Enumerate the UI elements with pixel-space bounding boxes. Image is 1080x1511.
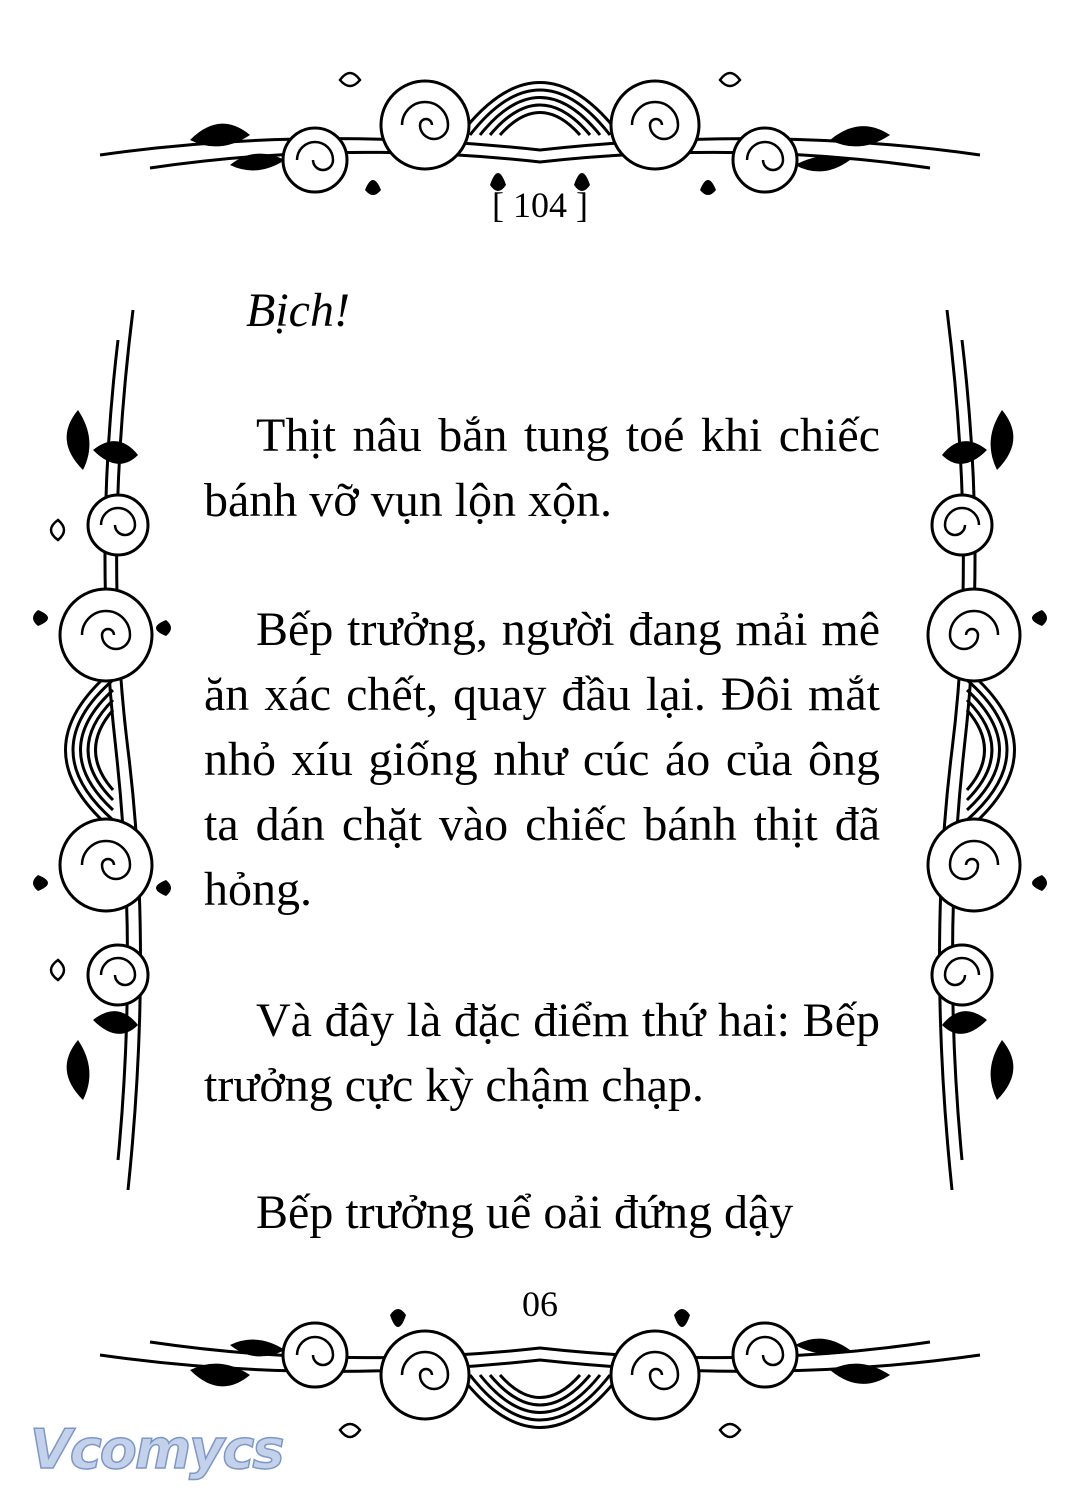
paragraph-text: Bếp trưởng, người đang mải mê ăn xác chết, quay đầu lại. Đôi mắt nhỏ xíu giống như cúc áo của ông ta dán chặt vào chiếc bánh thịt đã hỏng.	[204, 603, 880, 916]
left-rose-ornament	[18, 300, 188, 1200]
paragraph-text: Và đây là đặc điểm thứ hai: Bếp trưởng cực kỳ chậm chạp.	[204, 994, 880, 1112]
paragraph-chef-turns	[204, 597, 880, 922]
paragraph-exclamation	[204, 278, 880, 343]
chapter-label: [ 104 ]	[492, 185, 588, 225]
right-rose-ornament	[892, 300, 1062, 1200]
paragraph-text: Bếp trưởng uể oải đứng dậy	[256, 1186, 794, 1239]
paragraph-text: Thịt nâu bắn tung toé khi chiếc bánh vỡ vụn lộn xộn.	[204, 409, 880, 527]
paragraph-chef-stands	[204, 1180, 880, 1245]
paragraph-second-trait	[204, 988, 880, 1118]
watermark-logo: Vcomycs	[30, 1418, 283, 1481]
paragraph-text: Bịch!	[246, 284, 350, 337]
page-number: 06	[522, 1284, 558, 1324]
paragraph-meat-splatter	[204, 403, 880, 533]
